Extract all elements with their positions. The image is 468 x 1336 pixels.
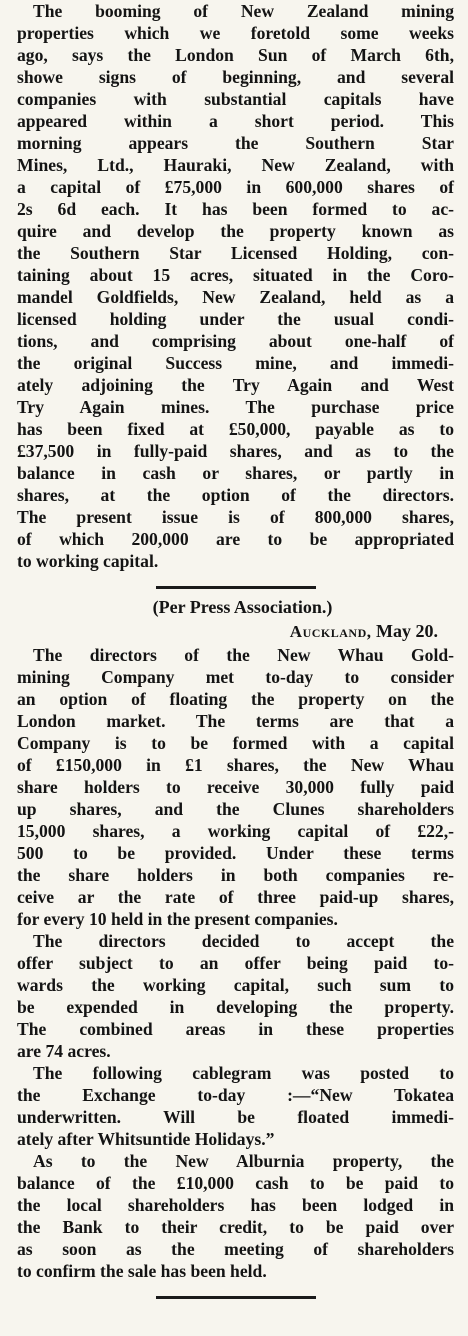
paragraph-cablegram bbox=[17, 1062, 454, 1150]
news-column bbox=[17, 0, 454, 1299]
dateline bbox=[17, 619, 454, 644]
text-line: ago, says the London Sun of March 6th, bbox=[17, 45, 454, 65]
text-line: be expended in developing the property. bbox=[17, 997, 454, 1017]
text-line: quire and develop the property known as bbox=[17, 221, 454, 241]
paragraph-new-alburnia bbox=[17, 1150, 454, 1282]
text-line: tions, and comprising about one-half of bbox=[17, 331, 454, 351]
text-line: The combined areas in these properties bbox=[17, 1019, 454, 1039]
text-line: as soon as the meeting of shareholders bbox=[17, 1239, 454, 1259]
text-line: taining about 15 acres, situated in the Coro- bbox=[17, 265, 454, 285]
text-line: 500 to be provided. Under these terms bbox=[17, 843, 454, 863]
text-line: 2s 6d each. It has been formed to ac- bbox=[17, 199, 454, 219]
article-southern-star bbox=[17, 0, 454, 572]
text-line: balance in cash or shares, or partly in bbox=[17, 463, 454, 483]
dateline-date: May 20. bbox=[376, 621, 438, 641]
dateline-place: Auckland, bbox=[289, 622, 372, 641]
text-line: mandel Goldfields, New Zealand, held as a bbox=[17, 287, 454, 307]
text-line: As to the New Alburnia property, the bbox=[33, 1151, 454, 1171]
text-line: Company is to be formed with a capital bbox=[17, 733, 454, 753]
text-line: appeared within a short period. This bbox=[17, 111, 454, 131]
text-line: The directors of the New Whau Gold- bbox=[33, 645, 454, 665]
text-line: Mines, Ltd., Hauraki, New Zealand, with bbox=[17, 155, 454, 175]
paragraph-new-whau bbox=[17, 644, 454, 930]
text-line: to working capital. bbox=[17, 551, 159, 571]
text-line: underwritten. Will be floated immedi- bbox=[17, 1107, 454, 1127]
text-line: of which 200,000 are to be appropriated bbox=[17, 529, 454, 549]
text-line: The present issue is of 800,000 shares, bbox=[17, 507, 454, 527]
text-line: companies with substantial capitals have bbox=[17, 89, 454, 109]
paragraph-directors-decision bbox=[17, 930, 454, 1062]
text-line: the local shareholders has been lodged in bbox=[17, 1195, 454, 1215]
text-line: the Southern Star Licensed Holding, con- bbox=[17, 243, 454, 263]
end-rule bbox=[156, 1296, 316, 1299]
text-line: 15,000 shares, a working capital of £22,- bbox=[17, 821, 454, 841]
text-line: up shares, and the Clunes shareholders bbox=[17, 799, 454, 819]
text-line: The booming of New Zealand mining bbox=[33, 1, 454, 21]
text-line: licensed holding under the usual condi- bbox=[17, 309, 454, 329]
text-line: of £150,000 in £1 shares, the New Whau bbox=[17, 755, 454, 775]
text-line: offer subject to an offer being paid to- bbox=[17, 953, 454, 973]
text-line: shares, at the option of the directors. bbox=[17, 485, 454, 505]
column-divider-rule bbox=[156, 586, 316, 589]
text-line: properties which we foretold some weeks bbox=[17, 23, 454, 43]
text-line: The following cablegram was posted to bbox=[33, 1063, 454, 1083]
text-line: The directors decided to accept the bbox=[33, 931, 454, 951]
text-line: ceive ar the rate of three paid-up shares, bbox=[17, 887, 454, 907]
text-line: to confirm the sale has been held. bbox=[17, 1261, 267, 1281]
text-line: the original Success mine, and immedi- bbox=[17, 353, 454, 373]
text-line: morning appears the Southern Star bbox=[17, 133, 454, 153]
text-line: ately adjoining the Try Again and West bbox=[17, 375, 454, 395]
text-line: London market. The terms are that a bbox=[17, 711, 454, 731]
text-line: a capital of £75,000 in 600,000 shares of bbox=[17, 177, 454, 197]
text-line: wards the working capital, such sum to bbox=[17, 975, 454, 995]
text-line: has been fixed at £50,000, payable as to bbox=[17, 419, 454, 439]
text-line: share holders to receive 30,000 fully paid bbox=[17, 777, 454, 797]
text-line: the Bank to their credit, to be paid over bbox=[17, 1217, 454, 1237]
text-line: showe signs of beginning, and several bbox=[17, 67, 454, 87]
text-line: the share holders in both companies re- bbox=[17, 865, 454, 885]
text-line: for every 10 held in the present companies. bbox=[17, 909, 338, 929]
text-line: balance of the £10,000 cash to be paid to bbox=[17, 1173, 454, 1193]
press-association-credit: (Per Press Association.) bbox=[152, 597, 333, 617]
text-line: the Exchange to-day :—“New Tokatea bbox=[17, 1085, 454, 1105]
text-line: ately after Whitsuntide Holidays.” bbox=[17, 1129, 275, 1149]
text-line: Try Again mines. The purchase price bbox=[17, 397, 454, 417]
text-line: mining Company met to-day to consider bbox=[17, 667, 454, 687]
text-line: an option of floating the property on the bbox=[17, 689, 454, 709]
text-line: £37,500 in fully-paid shares, and as to the bbox=[17, 441, 454, 461]
text-line: are 74 acres. bbox=[17, 1041, 111, 1061]
